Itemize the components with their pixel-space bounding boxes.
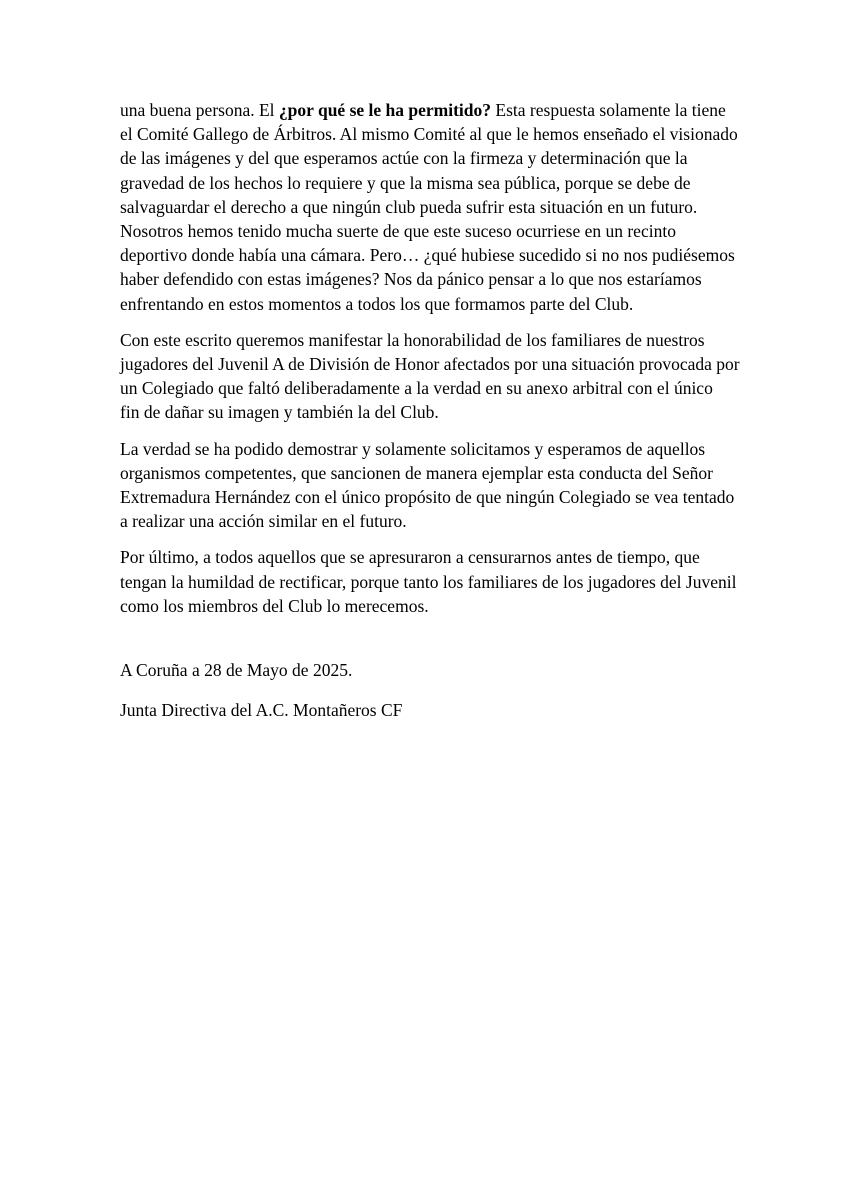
text-run: Esta respuesta solamente la tiene <box>491 100 726 120</box>
place-date: A Coruña a 28 de Mayo de 2025. <box>120 660 353 681</box>
paragraph-1-line: gravedad de los hechos lo requiere y que la misma sea pública, porque se debe de <box>120 172 691 193</box>
paragraph-1-line: haber defendido con estas imágenes? Nos da pánico pensar a lo que nos estaríamos <box>120 269 702 290</box>
signature: Junta Directiva del A.C. Montañeros CF <box>120 700 403 721</box>
paragraph-1-line: deportivo donde había una cámara. Pero… ¿qué hubiese sucedido si no nos pudiésemos <box>120 245 735 266</box>
paragraph-2-line: un Colegiado que faltó deliberadamente a la verdad en su anexo arbitral con el único <box>120 378 713 399</box>
paragraph-2 <box>120 328 740 425</box>
bold-question: ¿por qué se le ha permitido? <box>278 100 492 120</box>
paragraph-3 <box>120 437 735 534</box>
paragraph-1-line: el Comité Gallego de Árbitros. Al mismo Comité al que le hemos enseñado el visionado <box>120 124 738 145</box>
closing-block <box>120 658 728 722</box>
paragraph-1 <box>120 98 738 316</box>
text-run: una buena persona. El <box>120 100 279 120</box>
paragraph-2-line: jugadores del Juvenil A de División de Honor afectados por una situación provocada por <box>120 354 740 375</box>
paragraph-3-line: organismos competentes, que sancionen de manera ejemplar esta conducta del Señor <box>120 462 714 483</box>
paragraph-2-line: Con este escrito queremos manifestar la honorabilidad de los familiares de nuestros <box>120 329 705 350</box>
paragraph-1-line: de las imágenes y del que esperamos actúe con la firmeza y determinación que la <box>120 148 688 169</box>
paragraph-1-line-1 <box>120 98 728 122</box>
paragraph-3-line: Extremadura Hernández con el único propósito de que ningún Colegiado se vea tentado <box>120 487 735 508</box>
paragraph-4-line: como los miembros del Club lo merecemos. <box>120 595 429 616</box>
paragraph-1-line: Nosotros hemos tenido mucha suerte de que este suceso ocurriese en un recinto <box>120 221 676 242</box>
paragraph-3-line: La verdad se ha podido demostrar y solamente solicitamos y esperamos de aquellos <box>120 438 706 459</box>
paragraph-4-line: Por último, a todos aquellos que se apresuraron a censurarnos antes de tiempo, que <box>120 547 700 568</box>
paragraph-1-line: salvaguardar el derecho a que ningún club pueda sufrir esta situación en un futuro. <box>120 196 698 217</box>
paragraph-4-line: tengan la humildad de rectificar, porque tanto los familiares de los jugadores del Juvenil <box>120 571 737 592</box>
paragraph-2-line: fin de dañar su imagen y también la del Club. <box>120 402 439 423</box>
paragraph-3-line: a realizar una acción similar en el futuro. <box>120 511 407 532</box>
paragraph-1-line: enfrentando en estos momentos a todos los que formamos parte del Club. <box>120 293 634 314</box>
paragraph-4 <box>120 545 737 618</box>
